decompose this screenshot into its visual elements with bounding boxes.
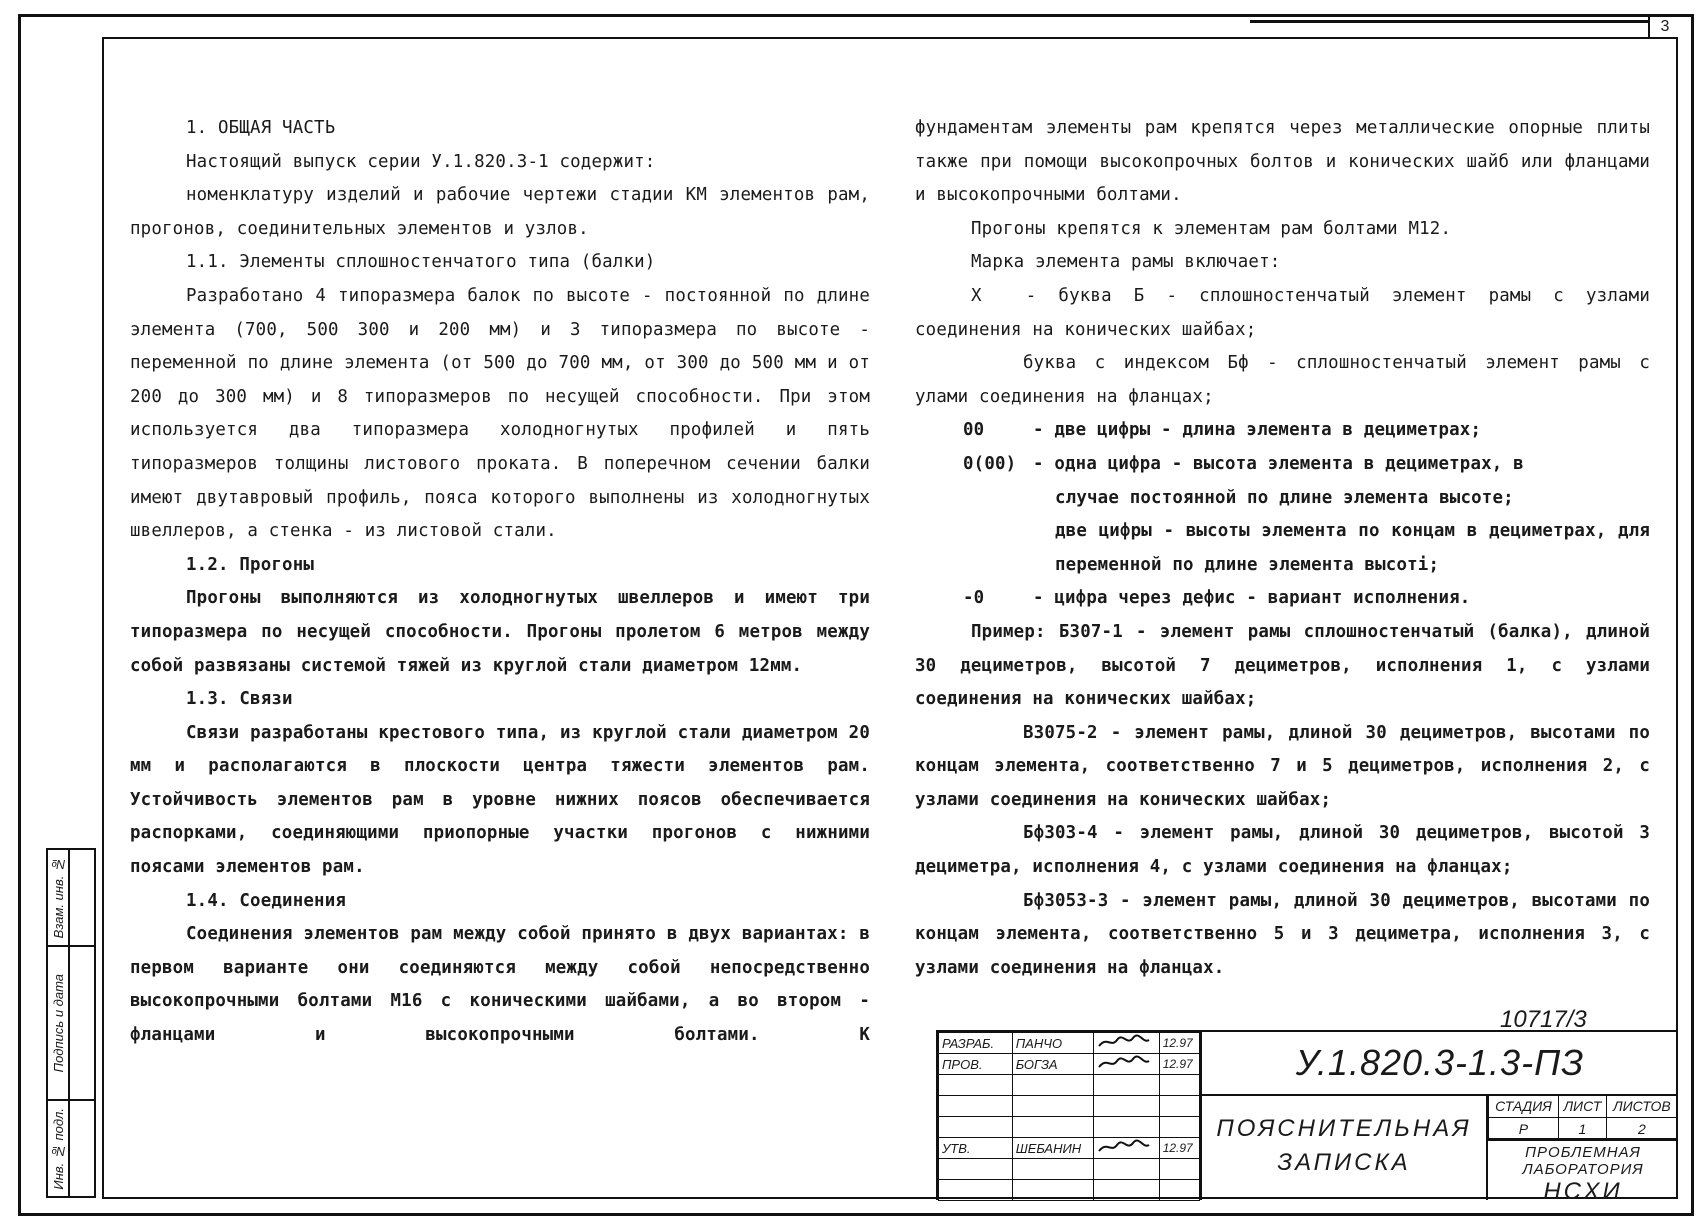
document-code: У.1.820.3-1.3-ПЗ: [1200, 1032, 1678, 1096]
mark-item-0-00: [915, 448, 1650, 482]
signature-row: [939, 1159, 1200, 1180]
signature-name: БОГЗА: [1012, 1054, 1093, 1075]
document-title-line: ПОЯСНИТЕЛЬНАЯ: [1216, 1115, 1472, 1142]
section-heading: 1.2. Прогоны: [186, 554, 315, 575]
signature-date: [1159, 1096, 1199, 1117]
mark-text: - цифра через дефис - вариант исполнения.: [1033, 588, 1471, 609]
paragraph: Марка элемента рамы включает:: [971, 252, 1281, 273]
mark-key: Х: [971, 285, 982, 306]
signature-row: [939, 1180, 1200, 1201]
signature-row: [939, 1075, 1200, 1096]
right-column: [915, 112, 1650, 985]
paragraph: номенклатуру изделий и рабочие чертежи стадии КМ элементов рам, прогонов, соединительных элементов и узлов.: [130, 185, 870, 239]
example-item: В3075-2 - элемент рамы, длиной 30 дециметров, высотами по концам элемента, соответственно 7 и 5 дециметров, исполнения 2, с узлами соединения на конических шайбах;: [915, 722, 1650, 810]
side-strip-label: Взам. инв. №: [50, 856, 66, 939]
sheet-meta: [1486, 1094, 1678, 1205]
signature-role: [939, 1096, 1013, 1117]
side-strip-cell-replacement: [48, 850, 94, 947]
organization-abbr: НСХИ: [1543, 1178, 1623, 1205]
paragraph: Прогоны крепятся к элементам рам болтами М12.: [971, 218, 1452, 239]
section-heading: 1. ОБЩАЯ ЧАСТЬ: [186, 118, 336, 138]
side-strip-label: Подпись и дата: [50, 973, 66, 1073]
mark-key: 00: [963, 420, 985, 441]
inventory-number: 10717/3: [1500, 1006, 1587, 1033]
paragraph: Соединения элементов рам между собой принято в двух вариантах: в первом варианте они соединяются между собой непосредственно высокопрочными болтами М16 с коническими шайбами, а во втором - фланцами и высокопрочными болтами. К: [130, 924, 870, 1046]
side-strip: [46, 848, 96, 1198]
signature-role: [939, 1117, 1013, 1138]
example-item: Бф3053-3 - элемент рамы, длиной 30 дециметров, высотами по концам элемента, соответственно 5 и 3 дециметра, исполнения 3, с узлами соединения на фланцах.: [915, 890, 1650, 978]
mark-item-bf: буква с индексом Бф - сплошностенчатый элемент рамы с улами соединения на фланцах;: [915, 353, 1650, 407]
example-item: Пример: Б307-1 - элемент рамы сплошностенчатый (балка), длиной 30 дециметров, высотой 7 дециметров, исполнения 1, с узлами соединения на конических шайбах;: [915, 621, 1650, 710]
mark-item-x: [915, 280, 1650, 347]
signature-role: УТВ.: [939, 1138, 1013, 1159]
signature-date: [1159, 1159, 1199, 1180]
paragraph: Прогоны выполняются из холодногнутых швеллеров и имеют три типоразмера по несущей способности. Прогоны пролетом 6 метров между собой развязаны системой тяжей из круглой стали диаметром 12мм.: [130, 588, 870, 676]
signature-name: ШЕБАНИН: [1012, 1138, 1093, 1159]
mark-text: - одна цифра - высота элемента в дециметрах, в: [1033, 453, 1524, 474]
signature-name: ПАНЧО: [1012, 1033, 1093, 1054]
document-title-line: ЗАПИСКА: [1277, 1149, 1411, 1176]
signature-name: [1012, 1159, 1093, 1180]
signature-date: 12.97: [1159, 1033, 1199, 1054]
mark-item-00: [915, 414, 1650, 448]
signature-date: [1159, 1117, 1199, 1138]
paragraph: Разработано 4 типоразмера балок по высоте - постоянной по длине элемента (700, 500 300 и 200 мм) и 3 типоразмера по высоте - переменной по длине элемента (от 500 до 700 мм, от 300 до 500 мм и от 200 до 300 мм) и 8 типоразмеров по несущей способности. При этом используется два типоразмера холодногнутых профилей и пять типоразмеров толщины листового проката. В поперечном сечении балки имеют двутавровый профиль, пояса которого выполнены из холодногнутых швеллеров, а стенка - из листовой стали.: [130, 285, 870, 542]
signature-role: [939, 1159, 1013, 1180]
meta-value-sheet: 1: [1558, 1118, 1606, 1141]
mark-key: -0: [963, 588, 985, 609]
top-scan-band: [1250, 14, 1650, 23]
signature-date: [1159, 1180, 1199, 1201]
paragraph: фундаментам элементы рам крепятся через металлические опорные плиты также при помощи высокопрочных болтов и конических шайб или фланцами и высокопрочными болтами.: [915, 118, 1650, 206]
signature-mark: [1093, 1033, 1159, 1054]
mark-item-dash: [915, 582, 1650, 616]
mark-key: 0(00): [963, 453, 1017, 474]
signature-date: [1159, 1075, 1199, 1096]
meta-header-sheets: ЛИСТОВ: [1606, 1095, 1677, 1118]
signature-role: ПРОВ.: [939, 1054, 1013, 1075]
signature-row: [939, 1054, 1200, 1075]
signature-mark: [1093, 1117, 1159, 1138]
signature-date: 12.97: [1159, 1054, 1199, 1075]
mark-text: - две цифры - длина элемента в дециметрах;: [1033, 420, 1482, 441]
meta-header-sheet: ЛИСТ: [1558, 1095, 1606, 1118]
mark-text: - буква Б - сплошностенчатый элемент рамы с узлами соединения на конических шайбах;: [915, 285, 1650, 340]
signature-table: [938, 1032, 1200, 1200]
signature-role: РАЗРАБ.: [939, 1033, 1013, 1054]
document-title: [1200, 1094, 1486, 1200]
signature-mark: [1093, 1054, 1159, 1075]
meta-header-stage: СТАДИЯ: [1489, 1095, 1559, 1118]
signature-mark: [1093, 1096, 1159, 1117]
signature-name: [1012, 1180, 1093, 1201]
signature-scribble-icon: [1097, 1034, 1151, 1050]
signature-name: [1012, 1075, 1093, 1096]
paragraph: Связи разработаны крестового типа, из круглой стали диаметром 20 мм и располагаются в плоскости центра тяжести элементов рам. Устойчивость элементов рам в уровне нижних поясов обеспечивается распорками, соединяющими приопорные участки прогонов с нижними поясами элементов рам.: [130, 722, 870, 878]
title-block: [936, 1030, 1678, 1205]
section-heading: 1.1. Элементы сплошностенчатого типа (балки): [186, 252, 656, 273]
signature-scribble-icon: [1097, 1055, 1151, 1071]
example-item: Бф303-4 - элемент рамы, длиной 30 дециметров, высотой 3 дециметра, исполнения 4, с узлами соединения на фланцах;: [915, 823, 1650, 878]
signature-mark: [1093, 1075, 1159, 1096]
signature-mark: [1093, 1159, 1159, 1180]
signature-row: [939, 1117, 1200, 1138]
side-strip-cell-original: [48, 1101, 94, 1196]
organization-line: ЛАБОРАТОРИЯ: [1522, 1161, 1644, 1178]
signature-row: [939, 1096, 1200, 1117]
side-strip-label: Инв. № подл.: [50, 1107, 66, 1190]
signature-name: [1012, 1117, 1093, 1138]
section-heading: 1.3. Связи: [186, 689, 293, 710]
signature-mark: [1093, 1138, 1159, 1159]
side-strip-cell-signature: [48, 947, 94, 1101]
section-heading: 1.4. Соединения: [186, 890, 347, 911]
left-column: [130, 112, 870, 1053]
organization-line: ПРОБЛЕМНАЯ: [1525, 1144, 1641, 1161]
organization: [1488, 1138, 1678, 1205]
paragraph: Настоящий выпуск серии У.1.820.3-1 содержит:: [186, 151, 656, 172]
signature-role: [939, 1180, 1013, 1201]
signature-mark: [1093, 1180, 1159, 1201]
signature-scribble-icon: [1097, 1139, 1151, 1155]
signature-row: [939, 1138, 1200, 1159]
meta-value-stage: Р: [1489, 1118, 1559, 1141]
signature-role: [939, 1075, 1013, 1096]
signature-date: 12.97: [1159, 1138, 1199, 1159]
mark-item-cont: две цифры - высоты элемента по концам в дециметрах, для переменной по длине элемента высоті;: [1055, 521, 1650, 575]
signature-name: [1012, 1096, 1093, 1117]
page-number: 3: [1648, 17, 1680, 37]
signature-row: [939, 1033, 1200, 1054]
mark-item-cont: случае постоянной по длине элемента высоте;: [1055, 487, 1514, 508]
meta-value-sheets: 2: [1606, 1118, 1677, 1141]
